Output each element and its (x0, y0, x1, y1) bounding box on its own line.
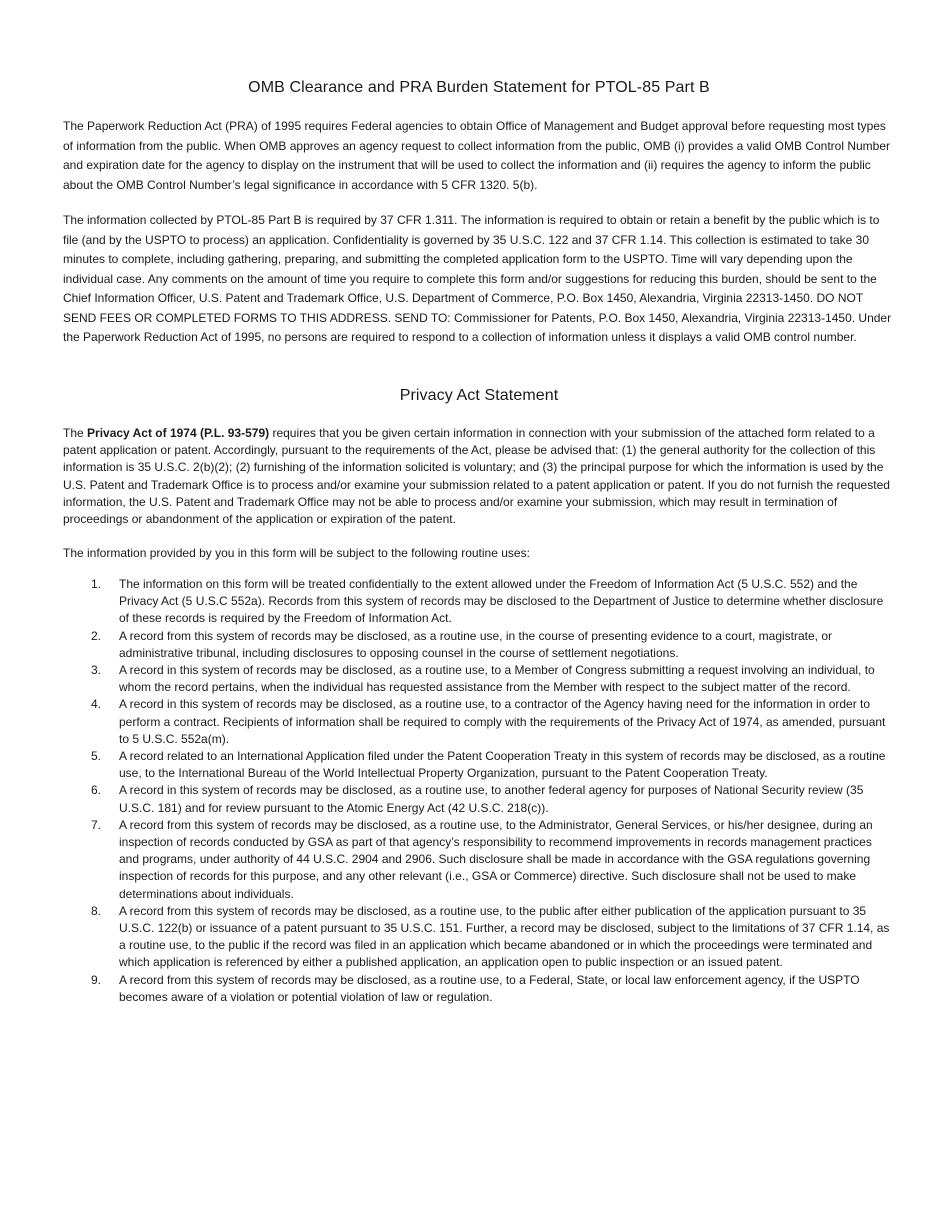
list-item-number: 1. (91, 577, 102, 591)
list-item-number: 2. (91, 628, 102, 643)
list-item (63, 782, 895, 816)
privacy-intro-paragraph (63, 425, 895, 528)
list-item-text: A record from this system of records may be disclosed, as a routine use, in the course of presenting evidence to a court, magistrate, or administrative tribunal, including disclosures to opposing counsel in the course of settlement negotiations. (119, 628, 833, 660)
list-item (63, 696, 895, 748)
list-item (63, 748, 895, 782)
list-item-text: A record from this system of records may be disclosed, as a routine use, to a Federal, State, or local law enforcement agency, if the USPTO becomes aware of a violation or potential violation of law or regulation. (119, 972, 860, 1004)
list-item-text: A record related to an International Application filed under the Patent Cooperation Treaty in this system of records may be disclosed, as a routine use, to the International Bureau of the World Intellectual Property Organization, pursuant to the Patent Cooperation Treaty. (119, 749, 886, 781)
pra-paragraph: The Paperwork Reduction Act (PRA) of 1995 requires Federal agencies to obtain Office of Management and Budget approval before requesting most types of information from the public. When OMB approves an agency request to collect information from the public, OMB (i) provides a valid OMB Control Number and expiration date for the agency to display on the instrument that will be used to collect the information and (ii) requires the agency to inform the public about the OMB Control Number’s legal significance in accordance with 5 CFR 1320. 5(b). (63, 119, 891, 192)
list-item-text: A record from this system of records may be disclosed, as a routine use, to the public after either publication of the application pursuant to 35 U.S.C. 122(b) or issuance of a patent pursuant to 35 U.S.C. 151. Further, a record may be disclosed, subject to the limitations of 37 CFR 1.14, as a routine use, to the public if the record was filed in an application which became abandoned or in which the proceedings were terminated and which application is referenced by either a published application, an application open to public inspection or an issued patent. (119, 903, 890, 970)
list-item-number: 9. (91, 972, 102, 987)
omb-title: OMB Clearance and PRA Burden Statement for PTOL-85 Part B (248, 79, 710, 96)
list-item-text: A record in this system of records may be disclosed, as a routine use, to another federal agency for purposes of National Security review (35 U.S.C. 181) and for review pursuant to the Atomic Energy Act (42 U.S.C. 218(c)). (119, 783, 864, 815)
list-item (63, 817, 895, 903)
list-item-text: A record from this system of records may be disclosed, as a routine use, to the Administrator, General Services, or his/her designee, during an inspection of records conducted by GSA as part of that agency’s responsibility to recommend improvements in records management practices and programs, under authority of 44 U.S.C. 2904 and 2906. Such disclosure shall be made in accordance with the GSA regulations governing inspection of records for this purpose, and any other relevant (i.e., GSA or Commerce) directive. Such disclosure shall not be used to make determinations about individuals. (119, 817, 873, 901)
privacy-act-name: Privacy Act of 1974 (P.L. 93-579) (87, 426, 270, 440)
list-item-number: 3. (91, 663, 102, 678)
list-item (63, 576, 895, 628)
privacy-intro-prefix: The (63, 426, 88, 440)
list-item (63, 662, 895, 696)
list-item (63, 628, 895, 662)
routine-uses-list (63, 576, 895, 1006)
routine-uses-intro: The information provided by you in this form will be subject to the following routine uses: (63, 546, 530, 560)
ptol-paragraph: The information collected by PTOL-85 Part B is required by 37 CFR 1.311. The information is required to obtain or retain a benefit by the public which is to file (and by the USPTO to process) an application. Confidentiality is governed by 35 U.S.C. 122 and 37 CFR 1.14. This collection is estimated to take 30 minutes to complete, including gathering, preparing, and submitting the completed application form to the USPTO. Time will vary depending upon the individual case. Any comments on the amount of time you require to complete this form and/or suggestions for reducing this burden, should be sent to the Chief Information Officer, U.S. Patent and Trademark Office, U.S. Department of Commerce, P.O. Box 1450, Alexandria, Virginia 22313-1450. DO NOT SEND FEES OR COMPLETED FORMS TO THIS ADDRESS. SEND TO: Commissioner for Patents, P.O. Box 1450, Alexandria, Virginia 22313-1450. Under the Paperwork Reduction Act of 1995, no persons are required to respond to a collection of information unless it displays a valid OMB control number. (63, 213, 892, 344)
list-item-number: 4. (91, 697, 102, 712)
list-item-text: The information on this form will be treated confidentially to the extent allowed under the Freedom of Information Act (5 U.S.C. 552) and the Privacy Act (5 U.S.C 552a). Records from this system of records may be disclosed to the Department of Justice to determine whether disclosure of these records is required by the Freedom of Information Act. (119, 577, 884, 626)
list-item (63, 972, 895, 1006)
list-item-number: 8. (91, 903, 102, 918)
list-item (63, 903, 895, 972)
privacy-title: Privacy Act Statement (399, 387, 559, 404)
privacy-intro-rest: requires that you be given certain information in connection with your submission of the attached form related to a patent application or patent. Accordingly, pursuant to the requirements of the Act, please be advised that: (1) the general authority for the collection of this information is 35 U.S.C. 2(b)(2); (2) furnishing of the information solicited is voluntary; and (3) the principal purpose for which the information is used by the U.S. Patent and Trademark Office is to process and/or examine your submission related to a patent application or patent. If you do not furnish the requested information, the U.S. Patent and Trademark Office may not be able to process and/or examine your submission, which may result in termination of proceedings or abandonment of the application or expiration of the patent. (63, 426, 890, 527)
list-item-text: A record in this system of records may be disclosed, as a routine use, to a Member of Congress submitting a request involving an individual, to whom the record pertains, when the individual has requested assistance from the Member with respect to the subject matter of the record. (119, 663, 875, 695)
list-item-number: 5. (91, 749, 102, 764)
list-item-number: 7. (91, 817, 102, 832)
list-item-text: A record in this system of records may be disclosed, as a routine use, to a contractor of the Agency having need for the information in order to perform a contract. Recipients of information shall be required to comply with the requirements of the Privacy Act of 1974, as amended, pursuant to 5 U.S.C. 552a(m). (119, 697, 886, 746)
list-item-number: 6. (91, 783, 102, 798)
